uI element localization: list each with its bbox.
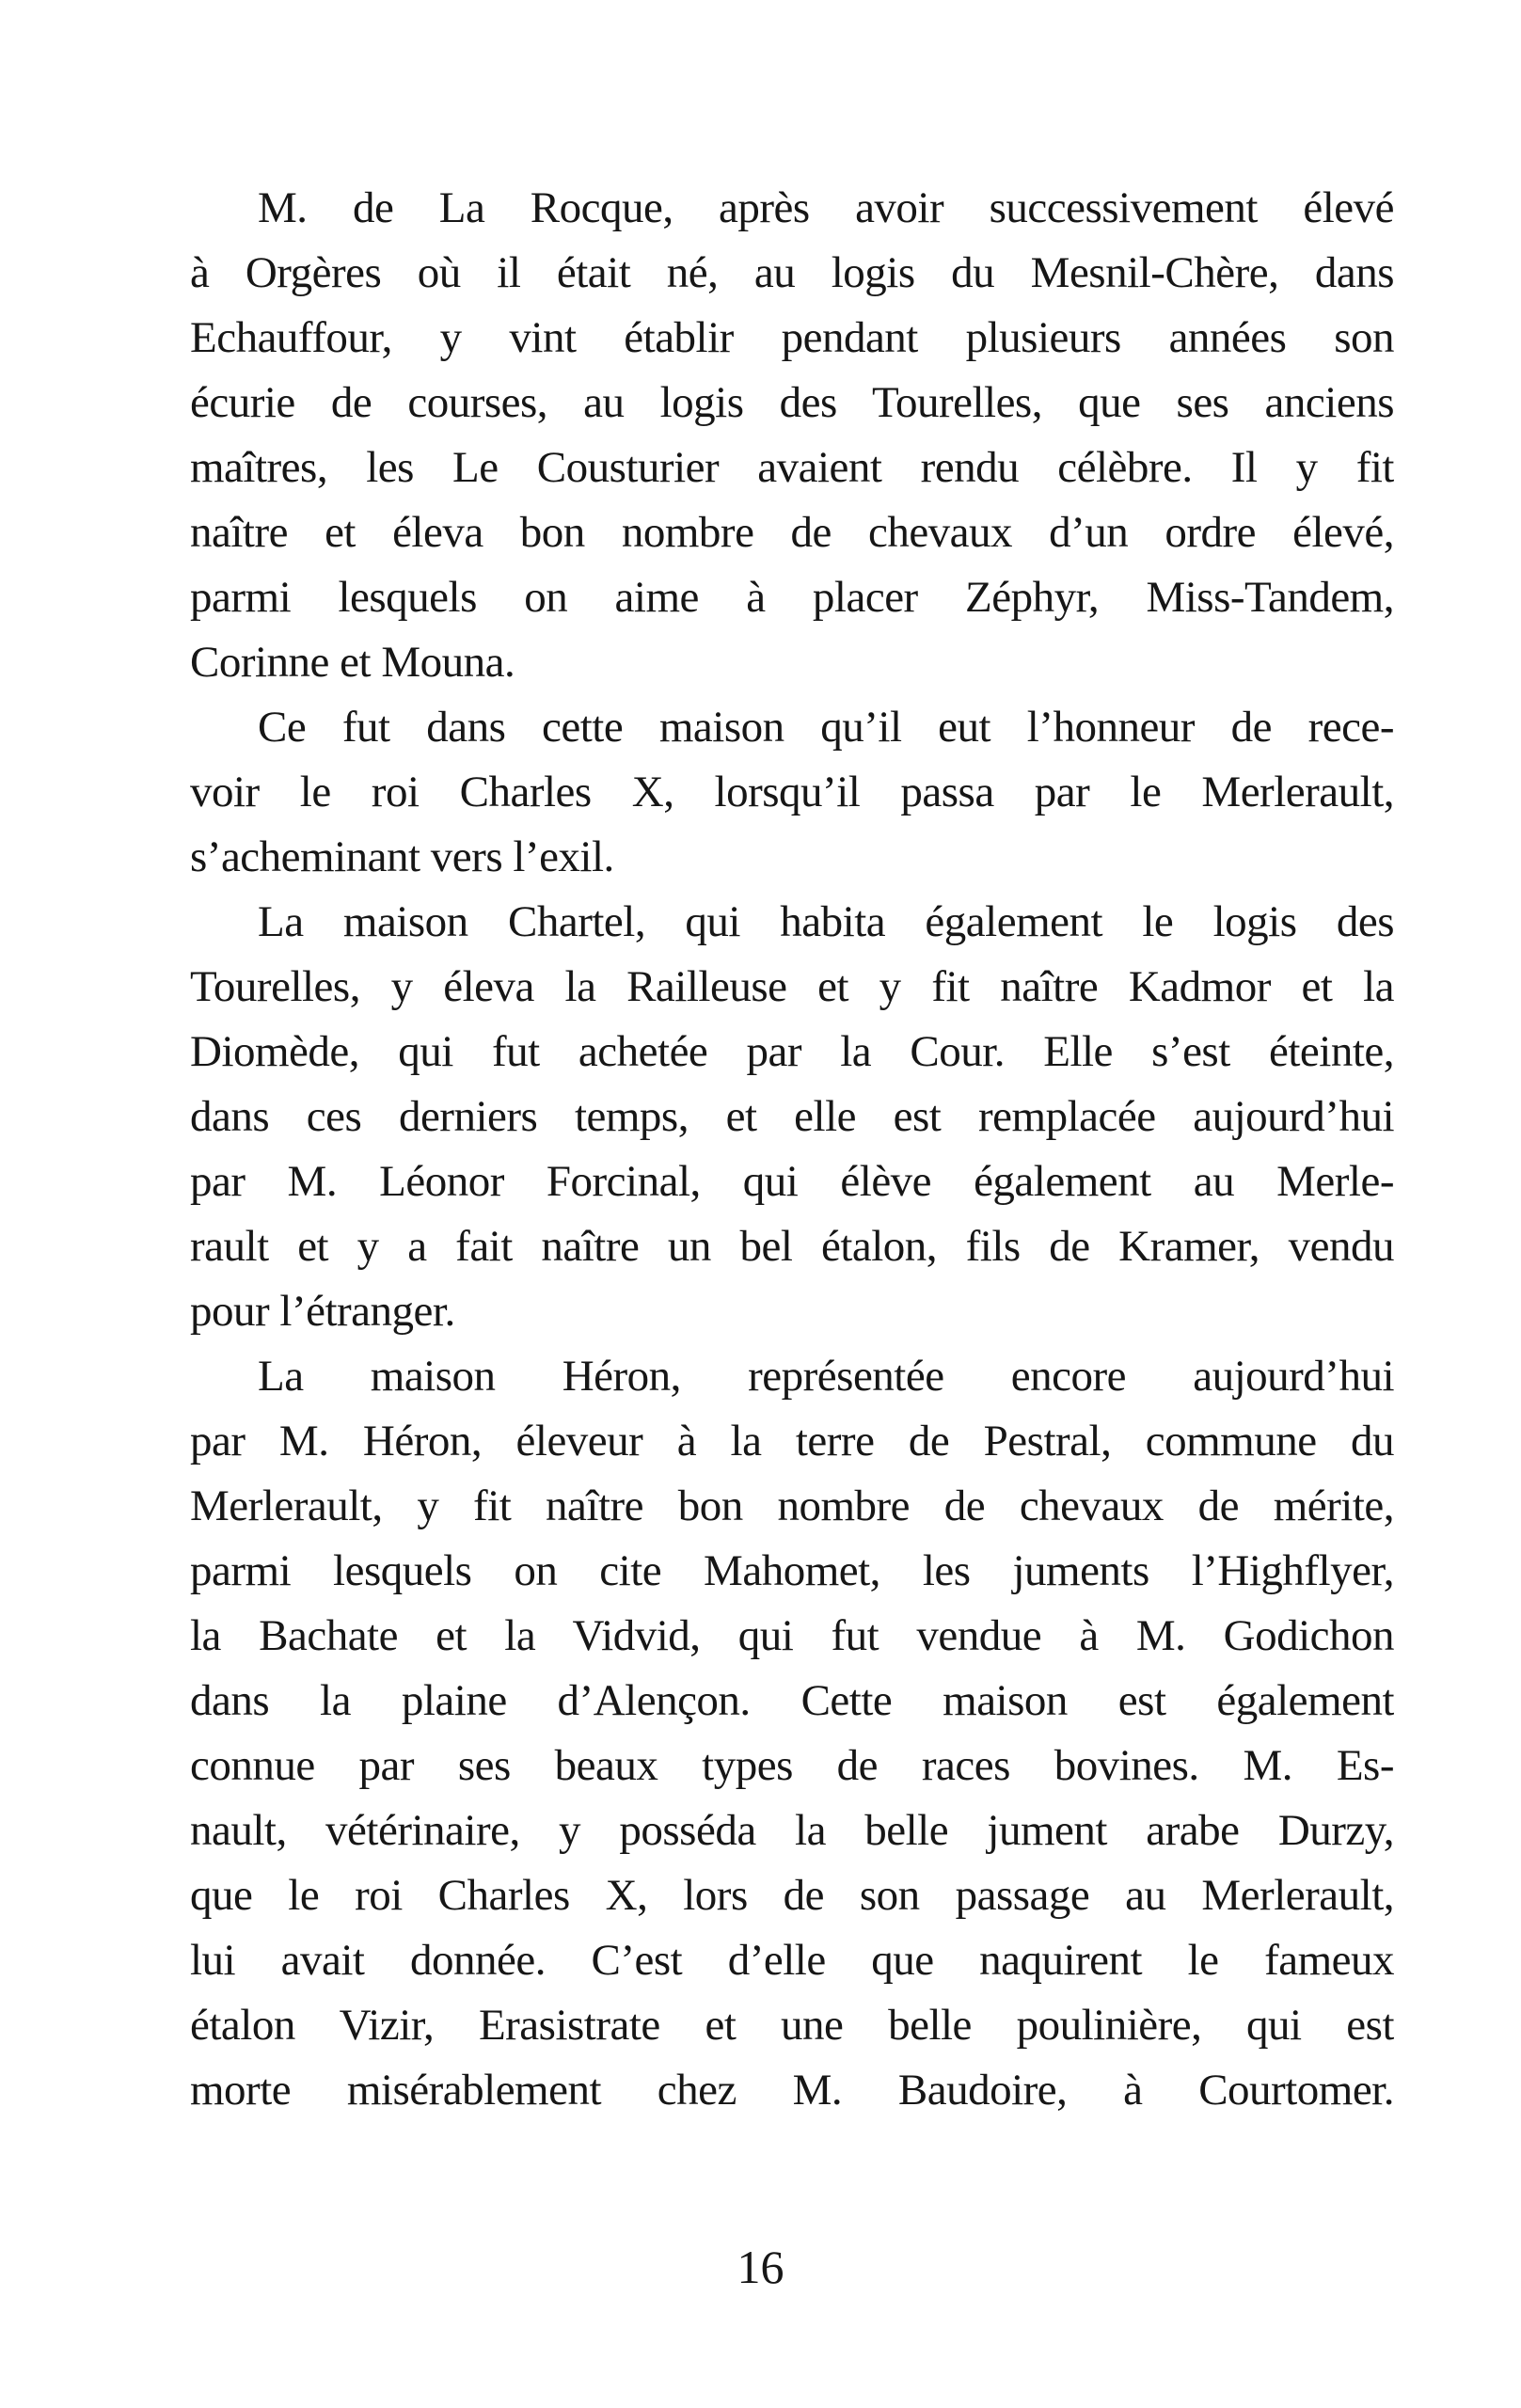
text-line: dans la plaine d’Alençon. Cette maison est également — [190, 1676, 1394, 1725]
text-line: morte misérablement chez M. Baudoire, à Courtomer. — [190, 2066, 1394, 2115]
text-line: dans ces derniers temps, et elle est remplacée aujourd’hui — [190, 1092, 1394, 1141]
text-line: Corinne et Mouna. — [190, 638, 515, 687]
text-line: pour l’étranger. — [190, 1287, 455, 1336]
text-line: par M. Léonor Forcinal, qui élève également au Merle- — [190, 1157, 1394, 1206]
text-line: Diomède, qui fut achetée par la Cour. Elle s’est éteinte, — [190, 1027, 1394, 1076]
text-line: M. de La Rocque, après avoir successivement élevé — [258, 183, 1394, 232]
text-line: à Orgères où il était né, au logis du Mesnil-Chère, dans — [190, 248, 1394, 297]
text-line: parmi lesquels on cite Mahomet, les juments l’Highflyer, — [190, 1546, 1394, 1595]
text-line: par M. Héron, éleveur à la terre de Pestral, commune du — [190, 1417, 1394, 1465]
text-line: Merlerault, y fit naître bon nombre de chevaux de mérite, — [190, 1481, 1394, 1530]
text-line: Ce fut dans cette maison qu’il eut l’honneur de rece- — [258, 703, 1394, 752]
text-line: écurie de courses, au logis des Tourelles, que ses anciens — [190, 378, 1394, 427]
text-line: La maison Héron, représentée encore aujourd’hui — [258, 1352, 1394, 1401]
text-line: naître et éleva bon nombre de chevaux d’un ordre élevé, — [190, 508, 1394, 557]
text-block — [190, 176, 1394, 2123]
text-line: Tourelles, y éleva la Railleuse et y fit naître Kadmor et la — [190, 962, 1394, 1011]
text-line: Echauffour, y vint établir pendant plusieurs années son — [190, 313, 1394, 362]
text-line: La maison Chartel, qui habita également le logis des — [258, 897, 1394, 946]
page-number: 16 — [737, 2241, 784, 2293]
text-line: la Bachate et la Vidvid, qui fut vendue à M. Godichon — [190, 1611, 1394, 1660]
text-line: s’acheminant vers l’exil. — [190, 832, 614, 881]
text-line: voir le roi Charles X, lorsqu’il passa par le Merlerault, — [190, 768, 1394, 816]
text-line: maîtres, les Le Cousturier avaient rendu célèbre. Il y fit — [190, 443, 1394, 492]
text-line: nault, vétérinaire, y posséda la belle jument arabe Durzy, — [190, 1806, 1394, 1855]
text-line: connue par ses beaux types de races bovines. M. Es- — [190, 1741, 1394, 1790]
text-line: lui avait donnée. C’est d’elle que naquirent le fameux — [190, 1936, 1394, 1985]
text-line: que le roi Charles X, lors de son passage au Merlerault, — [190, 1871, 1394, 1920]
text-line: parmi lesquels on aime à placer Zéphyr, Miss-Tandem, — [190, 573, 1394, 622]
text-line: étalon Vizir, Erasistrate et une belle poulinière, qui est — [190, 2001, 1394, 2050]
text-line: rault et y a fait naître un bel étalon, fils de Kramer, vendu — [190, 1222, 1394, 1271]
